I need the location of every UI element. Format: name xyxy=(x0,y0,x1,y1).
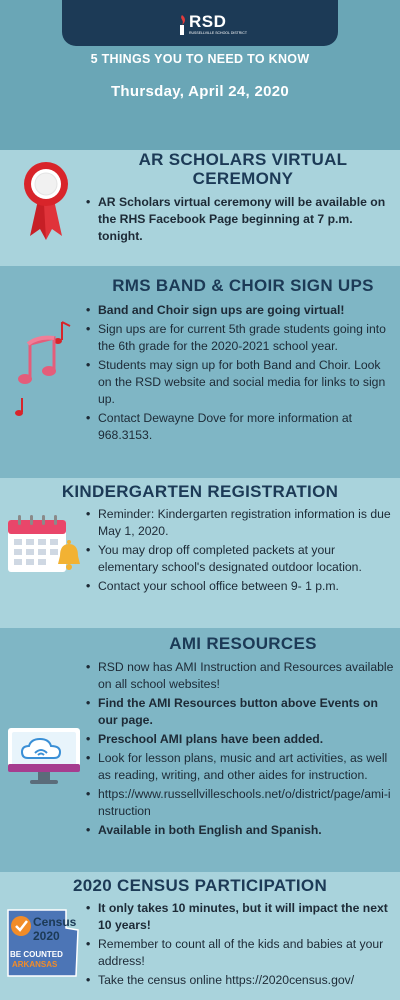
section-list xyxy=(86,194,394,247)
list-item: • Look for lesson plans, music and art activities, as well as reading, writing, and other aides for instruction. xyxy=(86,750,394,784)
list-item: • It only takes 10 minutes, but it will impact the next 10 years! xyxy=(86,900,394,934)
page-date: Thursday, April 24, 2020 xyxy=(110,83,290,100)
list-item: • Find the AMI Resources button above Events on our page. xyxy=(86,695,394,729)
list-item: • Available in both English and Spanish. xyxy=(86,822,394,839)
section-band-choir xyxy=(0,266,400,478)
section-title: 2020 CENSUS PARTICIPATION xyxy=(72,876,328,895)
page-title: 5 THINGS YOU TO NEED TO KNOW xyxy=(90,52,310,66)
section-title: KINDERGARTEN REGISTRATION xyxy=(61,482,339,501)
section-list xyxy=(86,900,394,991)
list-item: • https://www.russellvilleschools.net/o/district/page/ami-instruction xyxy=(86,786,394,820)
list-item: • RSD now has AMI Instruction and Resources available on all school websites! xyxy=(86,659,394,693)
census-badge-line2: 2020 xyxy=(33,929,60,943)
list-item: • Students may sign up for both Band and Choir. Look on the RSD website and social media for links to sign up. xyxy=(86,357,394,408)
census-badge-icon xyxy=(6,908,80,978)
census-badge-line4: ARKANSAS xyxy=(12,960,58,969)
list-item: • You may drop off completed packets at your elementary school's designated outdoor location. xyxy=(86,542,394,576)
section-ami-resources xyxy=(0,628,400,872)
section-title: AMI RESOURCES xyxy=(169,634,317,653)
cloud-monitor-icon xyxy=(6,724,82,788)
calendar-bell-icon xyxy=(6,512,82,578)
list-item: • Preschool AMI plans have been added. xyxy=(86,731,394,748)
section-list xyxy=(86,659,394,841)
list-item: • Take the census online https://2020census.gov/ xyxy=(86,972,394,989)
list-item: • Band and Choir sign ups are going virtual! xyxy=(86,302,394,319)
logo-subtext: RUSSELLVILLE SCHOOL DISTRICT xyxy=(189,31,247,35)
rsd-logo xyxy=(175,12,247,38)
section-title: RMS BAND & CHOIR SIGN UPS xyxy=(112,276,374,295)
section-kindergarten xyxy=(0,478,400,628)
census-badge-line3: BE COUNTED xyxy=(10,950,63,959)
section-list xyxy=(86,302,394,446)
list-item: • Sign ups are for current 5th grade students going into the 6th grade for the 2020-2021 school year. xyxy=(86,321,394,355)
section-ar-scholars xyxy=(0,150,400,266)
logo-text: RSD xyxy=(189,12,227,31)
section-title: AR SCHOLARS VIRTUAL CEREMONY xyxy=(138,150,348,188)
header xyxy=(0,0,400,150)
census-badge-line1: Census xyxy=(33,915,77,929)
list-item: • Reminder: Kindergarten registration information is due May 1, 2020. xyxy=(86,506,394,540)
list-item: • Contact Dewayne Dove for more information at 968.3153. xyxy=(86,410,394,444)
list-item: • Remember to count all of the kids and babies at your address! xyxy=(86,936,394,970)
ribbon-icon xyxy=(22,160,70,242)
music-notes-icon xyxy=(14,318,76,422)
section-census xyxy=(0,872,400,1000)
section-list xyxy=(86,506,394,597)
torch-icon xyxy=(175,14,189,36)
list-item: • AR Scholars virtual ceremony will be available on the RHS Facebook Page beginning at 7 p.m. tonight. xyxy=(86,194,394,245)
list-item: • Contact your school office between 9- 1 p.m. xyxy=(86,578,394,595)
